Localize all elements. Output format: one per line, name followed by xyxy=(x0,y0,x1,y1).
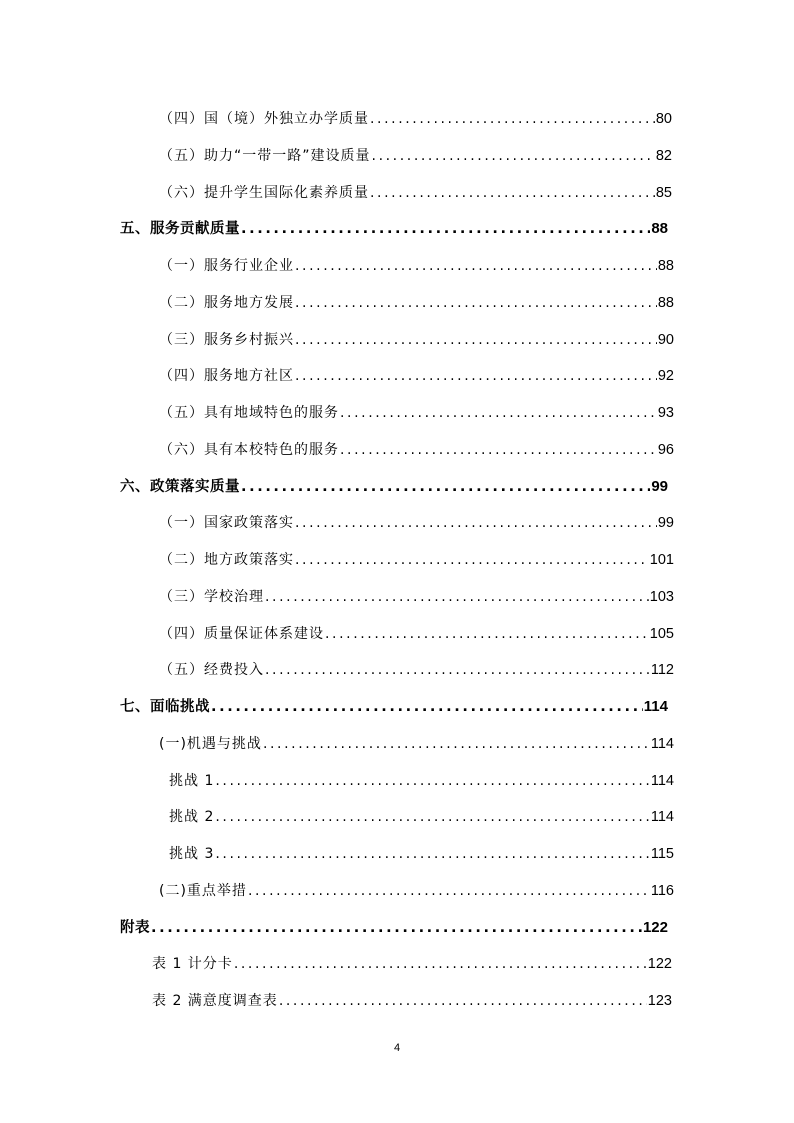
dot-leader xyxy=(241,211,650,248)
toc-entry-page: 122 xyxy=(647,956,672,973)
toc-entry[interactable] xyxy=(0,395,674,432)
toc-entry[interactable] xyxy=(0,946,672,983)
toc-subentry[interactable] xyxy=(0,799,674,836)
toc-entry-page: 90 xyxy=(657,331,674,348)
table-of-contents xyxy=(0,101,794,1020)
dot-leader xyxy=(234,946,647,983)
toc-entry-title: 挑战 1 xyxy=(169,772,215,789)
toc-entry[interactable] xyxy=(0,248,674,285)
toc-entry-title: 表 2 满意度调查表 xyxy=(152,993,278,1009)
toc-entry-title: （五）助力“一带一路”建设质量 xyxy=(159,147,371,164)
dot-leader xyxy=(372,138,655,175)
toc-entry[interactable] xyxy=(0,101,672,138)
toc-entry-page: 103 xyxy=(649,588,674,605)
dot-leader xyxy=(295,542,649,579)
toc-entry-page: 114 xyxy=(643,698,668,715)
toc-entry[interactable] xyxy=(0,432,674,469)
toc-entry[interactable] xyxy=(0,726,674,763)
toc-entry-title: （三）学校治理 xyxy=(159,588,264,605)
toc-section-entry[interactable] xyxy=(0,469,668,506)
toc-entry[interactable] xyxy=(0,175,672,212)
toc-entry-title: 六、政策落实质量 xyxy=(120,478,240,495)
toc-entry-page: 99 xyxy=(651,477,668,495)
toc-entry-title: （一）服务行业企业 xyxy=(159,258,294,274)
toc-entry-title: （六）具有本校特色的服务 xyxy=(159,441,339,458)
dot-leader xyxy=(215,799,650,836)
dot-leader xyxy=(325,616,649,653)
toc-entry-page: 88 xyxy=(651,220,668,238)
toc-entry-title: （一）国家政策落实 xyxy=(159,515,294,532)
dot-leader xyxy=(295,358,657,395)
toc-entry-title: （六）提升学生国际化素养质量 xyxy=(159,184,369,201)
toc-entry-page: 105 xyxy=(649,625,674,642)
toc-entry-page: 101 xyxy=(649,552,674,568)
dot-leader xyxy=(370,101,655,138)
toc-entry-title: 五、服务贡献质量 xyxy=(120,221,240,238)
toc-entry[interactable] xyxy=(0,358,674,395)
dot-leader xyxy=(295,322,657,359)
dot-leader xyxy=(265,652,650,689)
dot-leader xyxy=(211,689,643,726)
dot-leader xyxy=(370,175,655,212)
toc-entry[interactable] xyxy=(0,138,672,175)
toc-section-entry[interactable] xyxy=(0,689,668,726)
toc-entry[interactable] xyxy=(0,873,674,910)
toc-entry-page: 114 xyxy=(650,735,674,752)
toc-subentry[interactable] xyxy=(0,763,674,800)
page-number: 4 xyxy=(393,1042,401,1054)
dot-leader xyxy=(295,248,657,285)
toc-entry-title: (一)机遇与挑战 xyxy=(159,735,262,752)
toc-entry-page: 114 xyxy=(650,809,674,826)
dot-leader xyxy=(295,505,657,542)
toc-entry-title: （四）服务地方社区 xyxy=(159,368,294,385)
dot-leader xyxy=(279,983,647,1020)
toc-entry-page: 122 xyxy=(642,918,668,936)
dot-leader xyxy=(340,432,657,469)
toc-entry-page: 85 xyxy=(655,184,672,201)
toc-entry-page: 93 xyxy=(657,405,674,421)
toc-entry[interactable] xyxy=(0,579,674,616)
toc-entry-title: 挑战 2 xyxy=(169,809,215,826)
toc-entry[interactable] xyxy=(0,616,674,653)
toc-entry-page: 112 xyxy=(650,662,674,679)
toc-entry-page: 82 xyxy=(655,147,672,164)
toc-entry-page: 96 xyxy=(657,441,674,458)
toc-entry-title: (二)重点举措 xyxy=(159,882,247,899)
toc-entry-title: 表 1 计分卡 xyxy=(152,956,233,973)
toc-entry[interactable] xyxy=(0,322,674,359)
dot-leader xyxy=(151,910,642,947)
toc-entry-title: （五）具有地域特色的服务 xyxy=(159,405,339,421)
toc-entry-title: （二）服务地方发展 xyxy=(159,294,294,311)
toc-entry[interactable] xyxy=(0,652,674,689)
toc-entry-title: 七、面临挑战 xyxy=(120,699,210,715)
toc-entry-page: 88 xyxy=(657,258,674,274)
toc-entry-page: 92 xyxy=(657,368,674,385)
dot-leader xyxy=(248,873,650,910)
dot-leader xyxy=(215,836,650,873)
toc-entry-page: 123 xyxy=(647,993,672,1009)
toc-entry-title: （三）服务乡村振兴 xyxy=(159,331,294,348)
toc-entry-page: 80 xyxy=(655,111,672,127)
toc-section-entry[interactable] xyxy=(0,910,668,947)
toc-entry-page: 99 xyxy=(657,515,674,532)
dot-leader xyxy=(295,285,657,322)
toc-subentry[interactable] xyxy=(0,836,674,873)
toc-entry[interactable] xyxy=(0,505,674,542)
toc-entry[interactable] xyxy=(0,542,674,579)
toc-entry-page: 114 xyxy=(650,772,674,789)
toc-section-entry[interactable] xyxy=(0,211,668,248)
toc-entry-title: （五）经费投入 xyxy=(159,662,264,679)
toc-entry-title: 挑战 3 xyxy=(169,846,215,862)
toc-entry-page: 115 xyxy=(650,846,674,862)
dot-leader xyxy=(215,763,650,800)
dot-leader xyxy=(263,726,650,763)
dot-leader xyxy=(265,579,649,616)
toc-entry[interactable] xyxy=(0,983,672,1020)
toc-entry-page: 116 xyxy=(650,882,674,899)
dot-leader xyxy=(241,469,650,506)
toc-entry-title: （四）质量保证体系建设 xyxy=(159,625,324,642)
toc-entry-title: 附表 xyxy=(120,919,150,936)
toc-entry-title: （四）国（境）外独立办学质量 xyxy=(159,111,369,127)
toc-entry-page: 88 xyxy=(657,294,674,311)
toc-entry-title: （二）地方政策落实 xyxy=(159,552,294,568)
dot-leader xyxy=(340,395,657,432)
toc-entry[interactable] xyxy=(0,285,674,322)
